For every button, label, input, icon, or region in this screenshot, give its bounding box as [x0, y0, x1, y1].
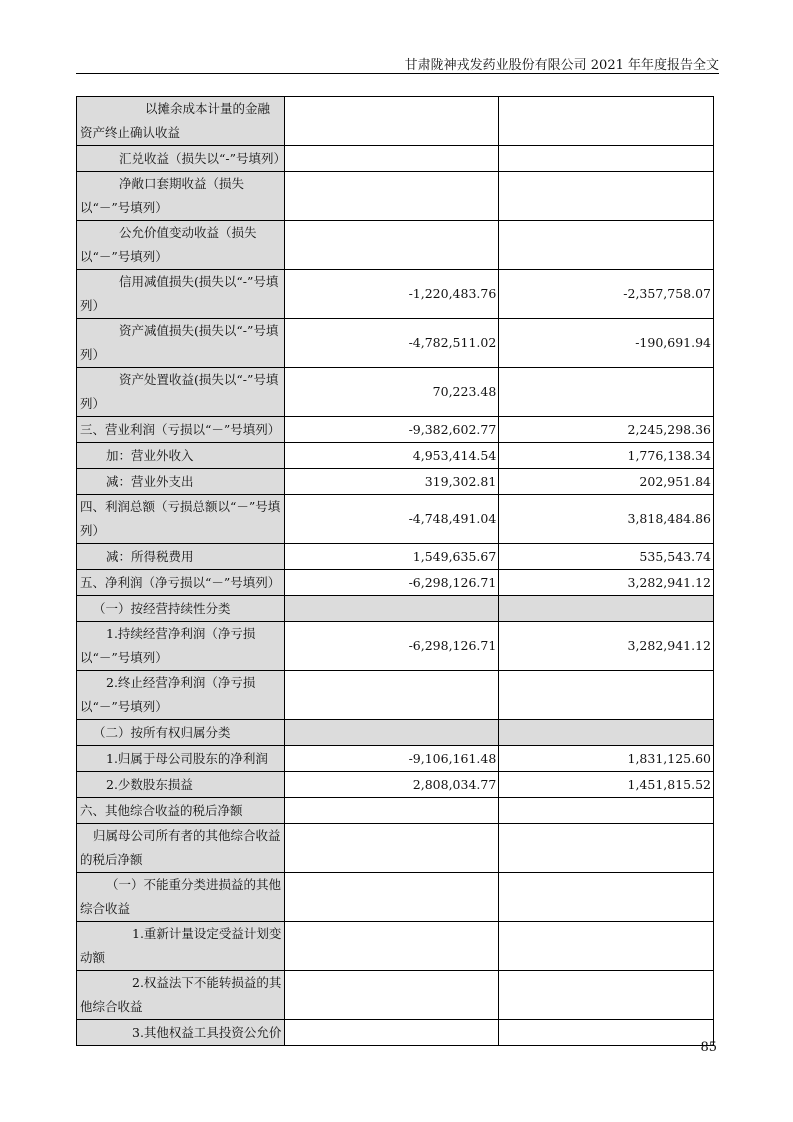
prior-period-value: 1,776,138.34 — [499, 443, 714, 469]
prior-period-value: -2,357,758.07 — [499, 270, 714, 319]
row-label: （一）不能重分类进损益的其他综合收益 — [77, 873, 285, 922]
table-row — [77, 622, 714, 671]
prior-period-value: 535,543.74 — [499, 544, 714, 570]
prior-period-value — [499, 368, 714, 417]
prior-period-value: 3,818,484.86 — [499, 495, 714, 544]
row-label: 五、净利润（净亏损以“－”号填列） — [77, 570, 285, 596]
page-number: 85 — [700, 1040, 717, 1055]
table-row — [77, 417, 714, 443]
row-label: 2.权益法下不能转损益的其他综合收益 — [77, 971, 285, 1020]
row-label: 2.终止经营净利润（净亏损以“－”号填列） — [77, 671, 285, 720]
table-row — [77, 146, 714, 172]
row-label: （二）按所有权归属分类 — [77, 720, 285, 746]
prior-period-value: 2,245,298.36 — [499, 417, 714, 443]
table-row — [77, 671, 714, 720]
table-row — [77, 971, 714, 1020]
row-label: （一）按经营持续性分类 — [77, 596, 285, 622]
current-period-value — [284, 221, 499, 270]
prior-period-value: 202,951.84 — [499, 469, 714, 495]
prior-period-value: 3,282,941.12 — [499, 622, 714, 671]
current-period-value — [284, 97, 499, 146]
current-period-value — [284, 824, 499, 873]
row-label: 公允价值变动收益（损失以“－”号填列） — [77, 221, 285, 270]
current-period-value: 2,808,034.77 — [284, 772, 499, 798]
current-period-value: -9,106,161.48 — [284, 746, 499, 772]
current-period-value — [284, 971, 499, 1020]
prior-period-value — [499, 671, 714, 720]
table-row — [77, 319, 714, 368]
current-period-value: -9,382,602.77 — [284, 417, 499, 443]
table-row — [77, 221, 714, 270]
header-rule — [76, 73, 719, 74]
prior-period-value — [499, 1020, 714, 1046]
current-period-value — [284, 873, 499, 922]
table-row — [77, 97, 714, 146]
current-period-value: -4,748,491.04 — [284, 495, 499, 544]
table-row — [77, 495, 714, 544]
table-row — [77, 596, 714, 622]
row-label: 净敞口套期收益（损失以“－”号填列） — [77, 172, 285, 221]
prior-period-value: 3,282,941.12 — [499, 570, 714, 596]
table-row — [77, 746, 714, 772]
prior-period-value — [499, 873, 714, 922]
current-period-value — [284, 172, 499, 221]
current-period-value — [284, 1020, 499, 1046]
row-label: 1.重新计量设定受益计划变动额 — [77, 922, 285, 971]
row-label: 资产处置收益(损失以“-”号填列） — [77, 368, 285, 417]
prior-period-value — [499, 922, 714, 971]
prior-period-value — [499, 221, 714, 270]
current-period-value: -6,298,126.71 — [284, 622, 499, 671]
prior-period-value — [499, 146, 714, 172]
row-label: 3.其他权益工具投资公允价 — [77, 1020, 285, 1046]
row-label: 1.持续经营净利润（净亏损以“－”号填列） — [77, 622, 285, 671]
prior-period-value: 1,451,815.52 — [499, 772, 714, 798]
prior-period-value — [499, 824, 714, 873]
row-label: 1.归属于母公司股东的净利润 — [77, 746, 285, 772]
prior-period-value — [499, 596, 714, 622]
row-label: 减：营业外支出 — [77, 469, 285, 495]
current-period-value: 4,953,414.54 — [284, 443, 499, 469]
current-period-value — [284, 671, 499, 720]
table-row — [77, 1020, 714, 1046]
prior-period-value — [499, 971, 714, 1020]
table-row — [77, 798, 714, 824]
table-row — [77, 172, 714, 221]
row-label: 四、利润总额（亏损总额以“－”号填列） — [77, 495, 285, 544]
row-label: 2.少数股东损益 — [77, 772, 285, 798]
row-label: 六、其他综合收益的税后净额 — [77, 798, 285, 824]
table-row — [77, 368, 714, 417]
prior-period-value — [499, 97, 714, 146]
current-period-value — [284, 596, 499, 622]
prior-period-value — [499, 720, 714, 746]
row-label: 三、营业利润（亏损以“－”号填列） — [77, 417, 285, 443]
table-row — [77, 570, 714, 596]
row-label: 以摊余成本计量的金融资产终止确认收益 — [77, 97, 285, 146]
current-period-value — [284, 146, 499, 172]
running-header: 甘肃陇神戎发药业股份有限公司 2021 年年度报告全文 — [404, 58, 719, 73]
current-period-value: -4,782,511.02 — [284, 319, 499, 368]
row-label: 减：所得税费用 — [77, 544, 285, 570]
prior-period-value: -190,691.94 — [499, 319, 714, 368]
current-period-value: 319,302.81 — [284, 469, 499, 495]
table-row — [77, 469, 714, 495]
row-label: 归属母公司所有者的其他综合收益的税后净额 — [77, 824, 285, 873]
prior-period-value — [499, 798, 714, 824]
row-label: 汇兑收益（损失以“-”号填列） — [77, 146, 285, 172]
current-period-value — [284, 720, 499, 746]
current-period-value: 1,549,635.67 — [284, 544, 499, 570]
row-label: 资产减值损失(损失以“-”号填列） — [77, 319, 285, 368]
current-period-value — [284, 922, 499, 971]
table-row — [77, 544, 714, 570]
prior-period-value — [499, 172, 714, 221]
current-period-value: -6,298,126.71 — [284, 570, 499, 596]
prior-period-value: 1,831,125.60 — [499, 746, 714, 772]
table-row — [77, 772, 714, 798]
current-period-value: -1,220,483.76 — [284, 270, 499, 319]
row-label: 加：营业外收入 — [77, 443, 285, 469]
current-period-value: 70,223.48 — [284, 368, 499, 417]
table-row — [77, 443, 714, 469]
table-row — [77, 922, 714, 971]
table-row — [77, 873, 714, 922]
table-row — [77, 270, 714, 319]
current-period-value — [284, 798, 499, 824]
row-label: 信用减值损失(损失以“-”号填列） — [77, 270, 285, 319]
income-statement-table — [76, 96, 714, 1046]
table-row — [77, 824, 714, 873]
table-row — [77, 720, 714, 746]
